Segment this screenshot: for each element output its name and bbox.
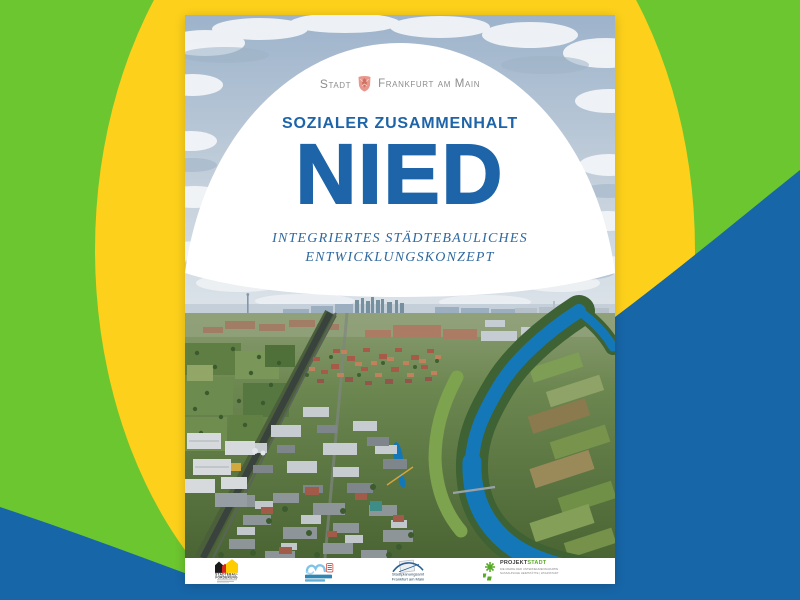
kicker: SOZIALER ZUSAMMENHALT [281, 115, 519, 132]
publisher-word-city: Frankfurt am Main [378, 77, 481, 90]
logo3-text-line2: Frankfurt am Main [391, 576, 425, 582]
logo4-text-line2: NASSAUISCHE HEIMSTÄTTE | WOHNSTADT [500, 571, 559, 576]
logo1-text-line1: STÄDTEBAU- [215, 572, 238, 577]
projektstadt-wordmark [500, 561, 546, 567]
logo1-fineprint [215, 580, 239, 584]
subtitle [185, 229, 615, 268]
report-cover [185, 15, 615, 584]
page-title: NIED [295, 127, 505, 221]
publisher-word-stadt: Stadt [319, 76, 352, 91]
logo-stadtplanungsamt [388, 560, 428, 583]
logo4-text-line1: DIE MARKE DER UNTERNEHMENSGRUPPE [500, 567, 559, 571]
cover-head [185, 15, 615, 268]
logo4-brand2: STADT [527, 560, 547, 566]
subtitle-line1: INTEGRIERTES STÄDTEBAULICHES [272, 230, 528, 246]
publisher-logo [185, 75, 615, 92]
logo-band [185, 558, 615, 584]
projektstadt-star-icon [483, 561, 497, 581]
subtitle-line2: ENTWICKLUNGSKONZEPT [305, 250, 495, 266]
logo-hessen-programm [303, 560, 337, 582]
logo-staedtebaufoerderung [213, 558, 240, 583]
logo-projektstadt [483, 561, 559, 581]
logo4-brand1: PROJEKT [500, 560, 528, 566]
logo3-text-line1: Stadtplanungsamt [391, 571, 425, 577]
staedtebaufoerderung-houses-icon [213, 558, 240, 573]
hessen-logo-icon [303, 560, 337, 582]
frankfurt-crest-icon [357, 75, 372, 92]
logo1-text-line2: FÖRDERUNG [215, 575, 238, 580]
